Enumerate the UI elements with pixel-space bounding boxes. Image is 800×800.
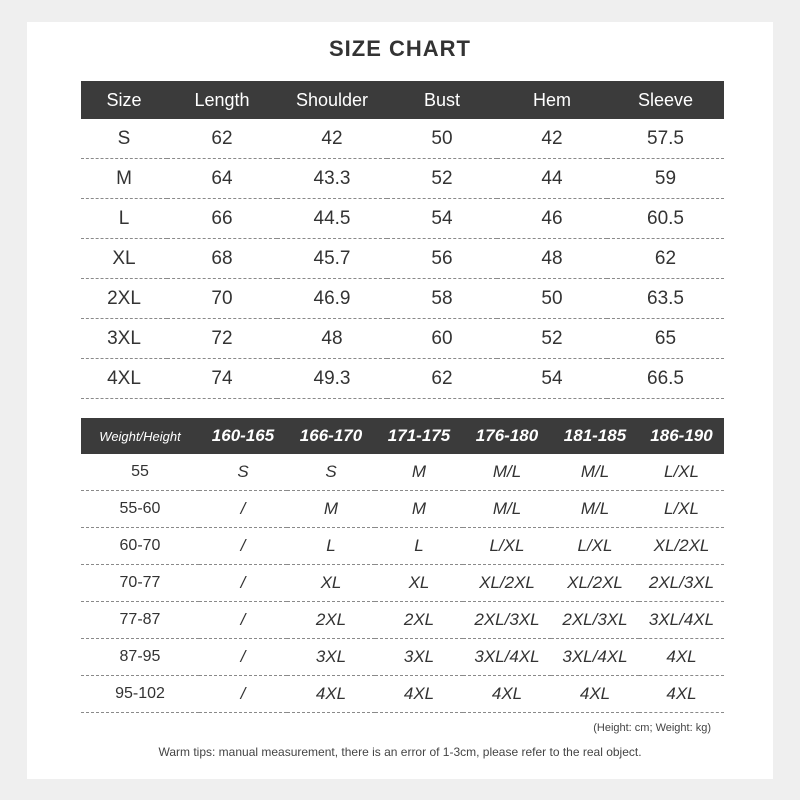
header-bust: Bust (387, 81, 497, 119)
table-cell: S (81, 119, 167, 159)
table-cell: 3XL/4XL (551, 639, 639, 676)
size-chart-card (27, 22, 773, 779)
table-cell: 3XL (375, 639, 463, 676)
table-cell: 50 (387, 119, 497, 159)
header-height-range: 166-170 (287, 418, 375, 454)
header-sleeve: Sleeve (607, 81, 724, 119)
header-shoulder: Shoulder (277, 81, 387, 119)
table-cell: M/L (463, 491, 551, 528)
table-row (81, 639, 724, 676)
table-cell: M/L (463, 454, 551, 491)
measurement-table (81, 81, 724, 399)
table-row (81, 319, 724, 359)
table-cell: 2XL (287, 602, 375, 639)
header-height-range: 186-190 (639, 418, 724, 454)
table-cell: 44 (497, 159, 607, 199)
table-cell: 54 (387, 199, 497, 239)
table-cell: 43.3 (277, 159, 387, 199)
table-cell: 42 (497, 119, 607, 159)
table-cell: 4XL (81, 359, 167, 399)
table-cell: 57.5 (607, 119, 724, 159)
table-cell: / (199, 639, 287, 676)
table-cell: / (199, 565, 287, 602)
table-cell: 2XL/3XL (551, 602, 639, 639)
weight-cell: 60-70 (81, 528, 199, 565)
table-cell: 72 (167, 319, 277, 359)
weight-cell: 55-60 (81, 491, 199, 528)
table-cell: 54 (497, 359, 607, 399)
table-cell: 2XL/3XL (463, 602, 551, 639)
table-cell: 66 (167, 199, 277, 239)
table-cell: M/L (551, 454, 639, 491)
table-row (81, 491, 724, 528)
table-cell: 4XL (639, 639, 724, 676)
page-title: SIZE CHART (329, 36, 471, 61)
table-cell: 46.9 (277, 279, 387, 319)
table-cell: 2XL/3XL (639, 565, 724, 602)
table-cell: 62 (607, 239, 724, 279)
warm-tip: Warm tips: manual measurement, there is an error of 1-3cm, please refer to the real object. (158, 745, 642, 759)
table-cell: S (287, 454, 375, 491)
table-cell: XL/2XL (639, 528, 724, 565)
table-row (81, 159, 724, 199)
table-row (81, 119, 724, 159)
table-cell: / (199, 528, 287, 565)
table-cell: 59 (607, 159, 724, 199)
header-height-range: 171-175 (375, 418, 463, 454)
table-cell: M/L (551, 491, 639, 528)
table-cell: 48 (277, 319, 387, 359)
header-height-range: 176-180 (463, 418, 551, 454)
table-cell: 46 (497, 199, 607, 239)
table-cell: XL (287, 565, 375, 602)
weight-cell: 87-95 (81, 639, 199, 676)
header-height-range: 160-165 (199, 418, 287, 454)
table-cell: XL (81, 239, 167, 279)
table-cell: M (81, 159, 167, 199)
table-cell: 44.5 (277, 199, 387, 239)
table-cell: 49.3 (277, 359, 387, 399)
table-cell: S (199, 454, 287, 491)
header-size: Size (81, 81, 167, 119)
table-cell: 4XL (551, 676, 639, 713)
header-height-range: 181-185 (551, 418, 639, 454)
header-length: Length (167, 81, 277, 119)
table-cell: 52 (387, 159, 497, 199)
unit-note: (Height: cm; Weight: kg) (593, 722, 711, 734)
table-cell: 64 (167, 159, 277, 199)
table-cell: 68 (167, 239, 277, 279)
weight-cell: 77-87 (81, 602, 199, 639)
table-cell: L/XL (639, 491, 724, 528)
table-cell: 4XL (287, 676, 375, 713)
table-cell: 2XL (375, 602, 463, 639)
table-cell: 3XL (81, 319, 167, 359)
table-cell: 56 (387, 239, 497, 279)
recommendation-table (81, 418, 724, 713)
table-cell: 74 (167, 359, 277, 399)
table-cell: 52 (497, 319, 607, 359)
table-cell: 60.5 (607, 199, 724, 239)
table-cell: M (375, 491, 463, 528)
table-cell: 60 (387, 319, 497, 359)
header-hem: Hem (497, 81, 607, 119)
table-cell: 65 (607, 319, 724, 359)
table-cell: 58 (387, 279, 497, 319)
table-row (81, 239, 724, 279)
table-cell: L/XL (639, 454, 724, 491)
table-cell: / (199, 491, 287, 528)
table-cell: 66.5 (607, 359, 724, 399)
table-cell: 45.7 (277, 239, 387, 279)
table-cell: / (199, 676, 287, 713)
table-row (81, 565, 724, 602)
table-cell: 3XL/4XL (639, 602, 724, 639)
table-row (81, 279, 724, 319)
table-cell: XL/2XL (463, 565, 551, 602)
table-cell: 63.5 (607, 279, 724, 319)
table-row (81, 528, 724, 565)
table-cell: XL (375, 565, 463, 602)
table-row (81, 676, 724, 713)
table-cell: 4XL (463, 676, 551, 713)
table-cell: M (287, 491, 375, 528)
table-cell: L (81, 199, 167, 239)
table-cell: M (375, 454, 463, 491)
measurement-header-row (81, 81, 724, 119)
table-cell: L/XL (551, 528, 639, 565)
table-cell: L (375, 528, 463, 565)
table-cell: 4XL (375, 676, 463, 713)
table-cell: 3XL/4XL (463, 639, 551, 676)
table-cell: / (199, 602, 287, 639)
table-cell: 50 (497, 279, 607, 319)
table-cell: 42 (277, 119, 387, 159)
table-row (81, 602, 724, 639)
table-cell: 62 (387, 359, 497, 399)
table-cell: 70 (167, 279, 277, 319)
table-row (81, 359, 724, 399)
recommendation-header-row (81, 418, 724, 454)
table-cell: 2XL (81, 279, 167, 319)
table-cell: L (287, 528, 375, 565)
table-cell: 62 (167, 119, 277, 159)
table-cell: 3XL (287, 639, 375, 676)
weight-cell: 70-77 (81, 565, 199, 602)
table-cell: L/XL (463, 528, 551, 565)
table-cell: 4XL (639, 676, 724, 713)
header-weight-height: Weight/Height (81, 418, 199, 454)
table-cell: XL/2XL (551, 565, 639, 602)
table-row (81, 199, 724, 239)
weight-cell: 95-102 (81, 676, 199, 713)
weight-cell: 55 (81, 454, 199, 491)
table-cell: 48 (497, 239, 607, 279)
table-row (81, 454, 724, 491)
